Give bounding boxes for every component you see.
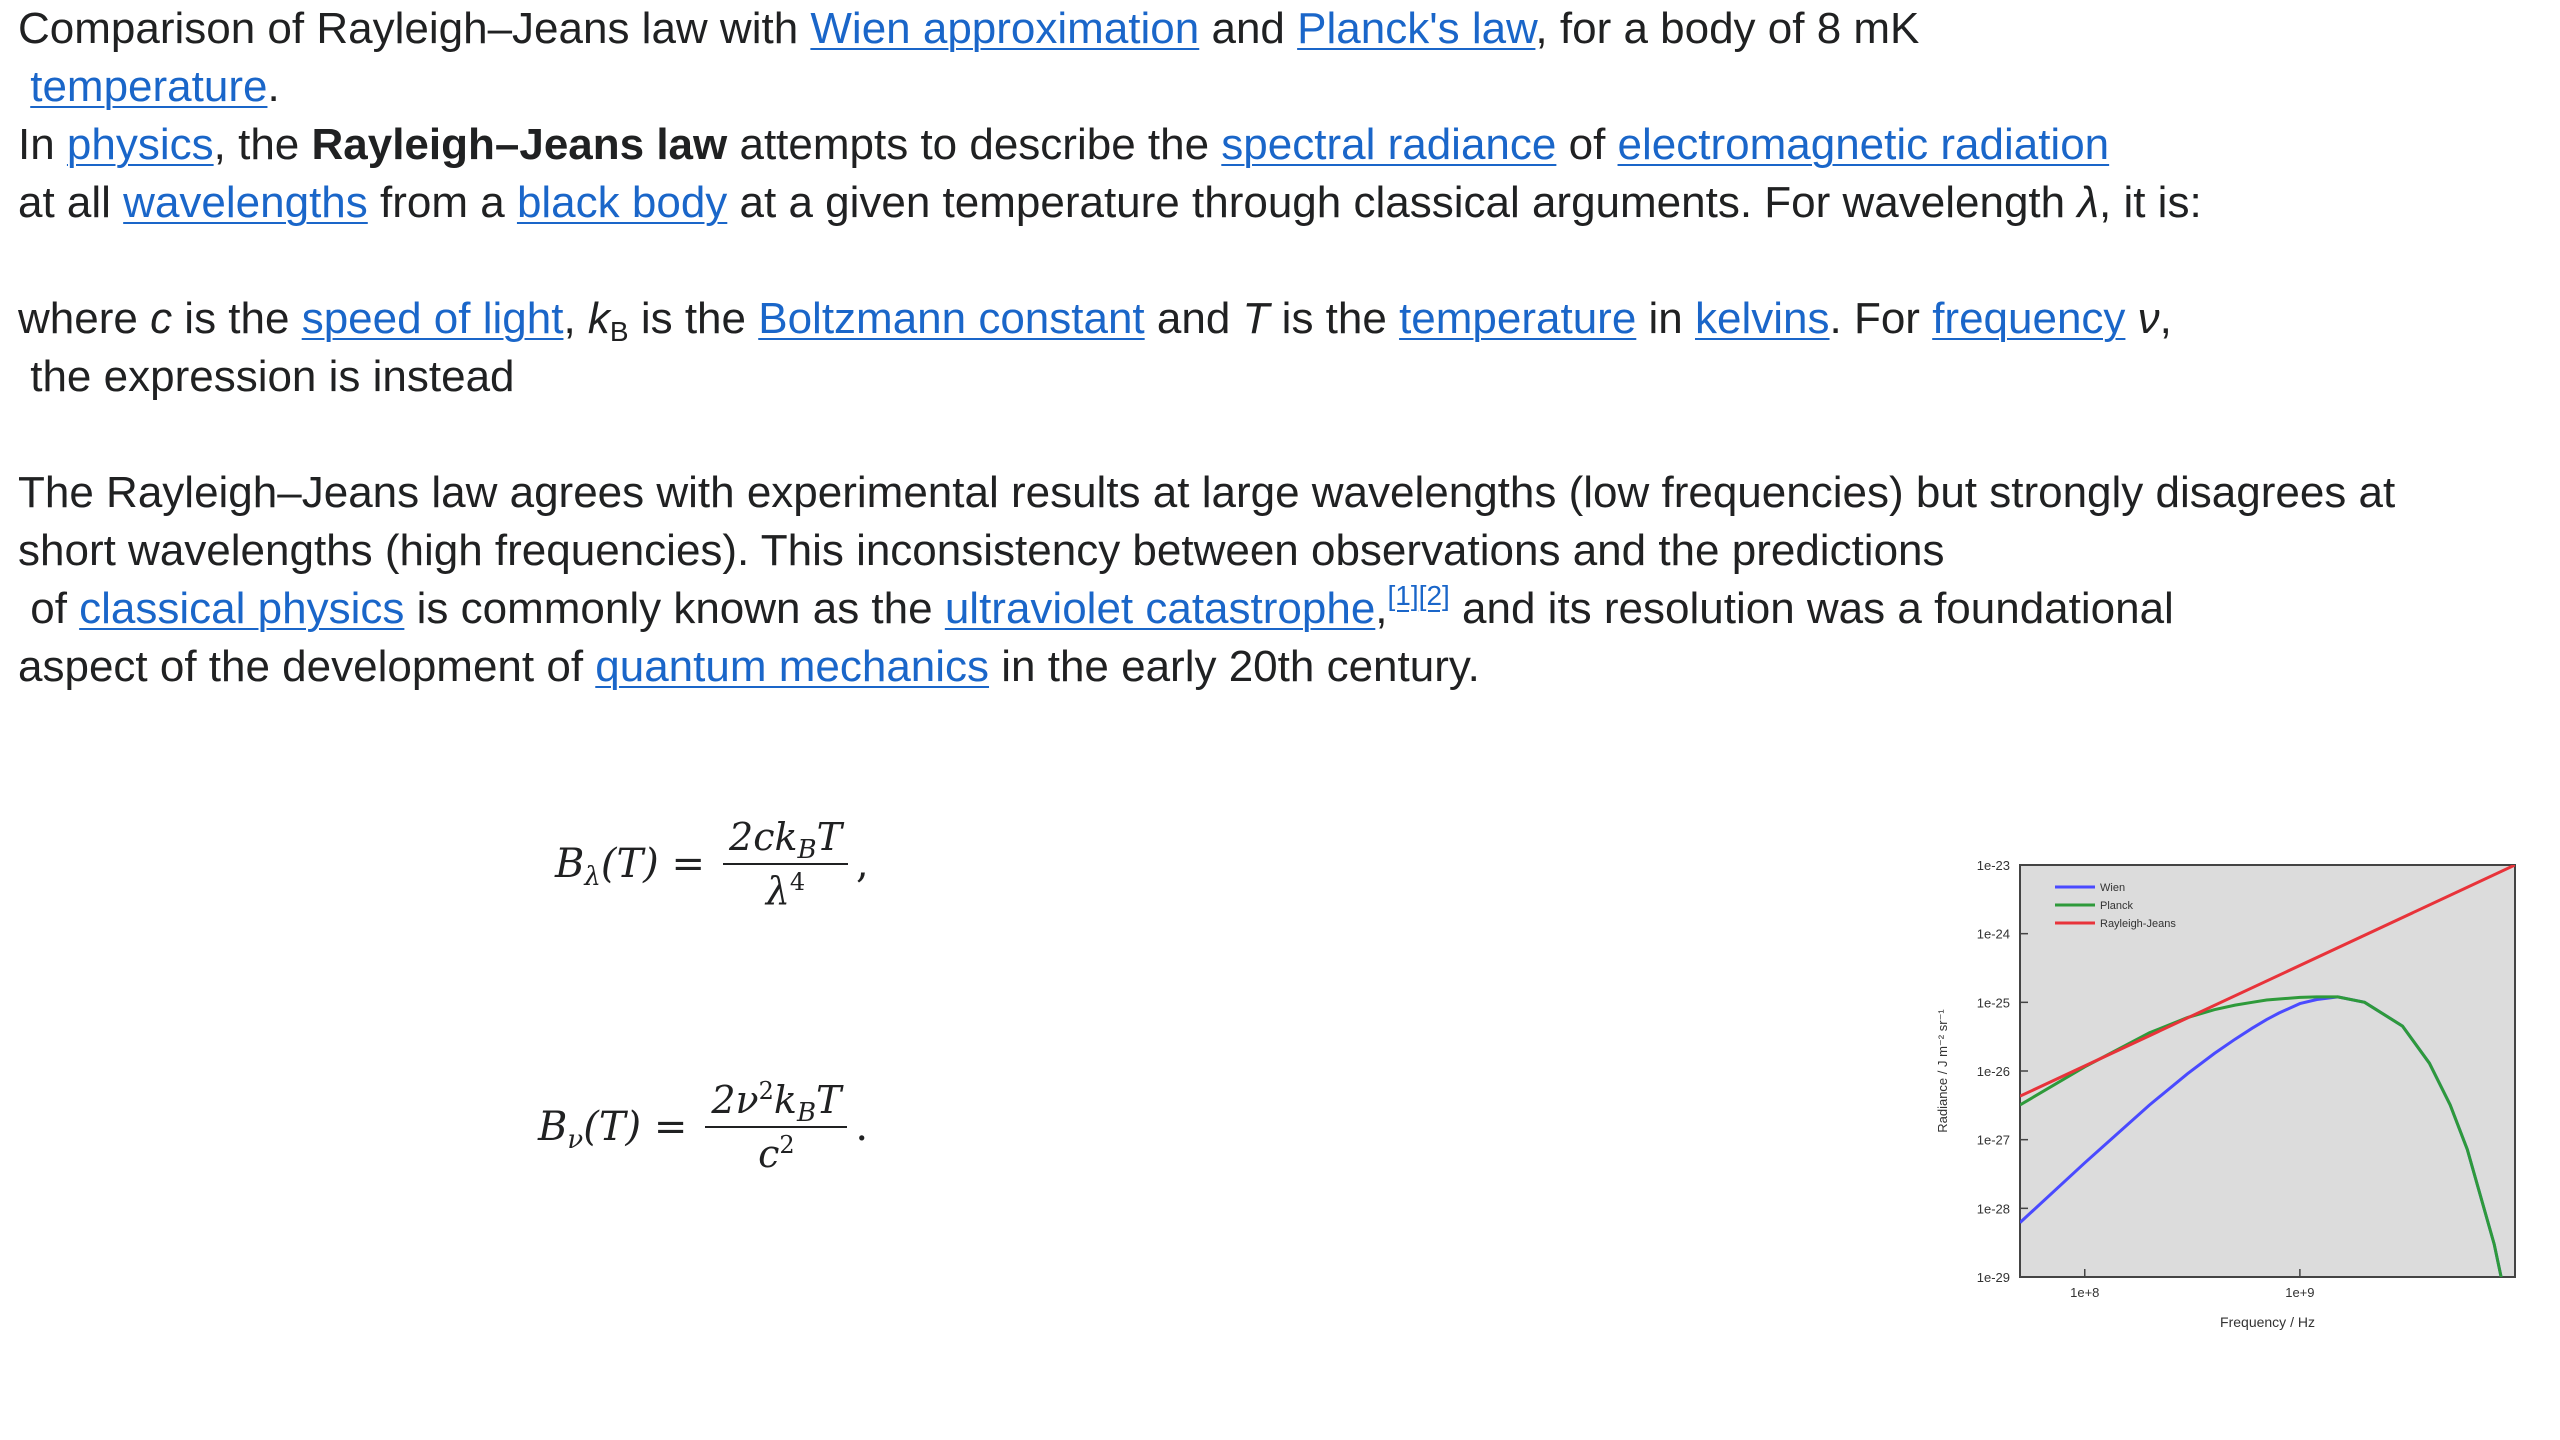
link-physics[interactable]: physics <box>66 120 214 169</box>
link-wien-approximation[interactable]: Wien approximation <box>810 4 1200 53</box>
paragraph-text: in <box>1636 294 1695 343</box>
paragraph-text: , the <box>213 120 312 169</box>
reference-1-link[interactable]: [1] <box>1387 580 1419 611</box>
paragraph-text: aspect of the development of <box>18 642 596 691</box>
formula-frequency <box>538 1078 868 1176</box>
paragraph-text: , <box>2159 294 2172 343</box>
formula-symbol: 2ν <box>711 1078 759 1122</box>
formula-numerator <box>723 815 848 865</box>
y-tick-label: 1e-24 <box>1976 926 2010 942</box>
paragraph-text: is commonly known as the <box>404 584 945 633</box>
formula-superscript: 2 <box>758 1077 774 1105</box>
variables-paragraph <box>18 290 2458 406</box>
link-temperature[interactable]: temperature <box>30 62 268 111</box>
formula-superscript: 4 <box>789 868 806 896</box>
formula-symbol: (T) = <box>600 841 706 887</box>
paragraph-text: at a given temperature through classical arguments. For wavelength <box>727 178 2078 227</box>
y-tick-label: 1e-26 <box>1976 1064 2010 1079</box>
formula-subscript: ν <box>567 1125 584 1155</box>
nu-symbol: ν <box>2137 294 2160 343</box>
paragraph-text: , <box>563 294 588 343</box>
x-axis-label: Frequency / Hz <box>2220 1314 2315 1330</box>
paragraph-text: of <box>30 584 80 633</box>
paragraph-text: is the <box>1269 294 1400 343</box>
formula-fraction <box>705 1078 847 1176</box>
y-tick-label: 1e-28 <box>1976 1201 2010 1217</box>
formula-lhs <box>538 1104 688 1155</box>
formula-symbol: λ <box>765 869 790 913</box>
paragraph-text: . For <box>1829 294 1933 343</box>
link-plancks-law[interactable]: Planck's law <box>1297 4 1536 53</box>
link-speed-of-light[interactable]: speed of light <box>301 294 564 343</box>
formula-symbol: B <box>555 841 585 887</box>
link-kelvins[interactable]: kelvins <box>1695 294 1830 343</box>
formula-denominator <box>752 1128 801 1176</box>
paragraph-text: , it is: <box>2099 178 2202 227</box>
caption-text: Comparison of Rayleigh–Jeans law with <box>18 4 811 53</box>
link-temperature-2[interactable]: temperature <box>1399 294 1637 343</box>
lambda-symbol: λ <box>2077 178 2099 227</box>
y-tick-label: 1e-23 <box>1976 858 2010 873</box>
link-wavelengths[interactable]: wavelengths <box>123 178 368 227</box>
formula-symbol: 2ck <box>729 815 798 859</box>
formula-numerator <box>705 1078 847 1128</box>
paragraph-text: attempts to describe the <box>727 120 1222 169</box>
catastrophe-paragraph <box>18 464 2458 696</box>
intro-paragraph <box>18 116 2458 232</box>
c-symbol: c <box>150 294 173 343</box>
paragraph-text: In <box>18 120 67 169</box>
formula-subscript: B <box>797 835 817 865</box>
caption-text: and <box>1199 4 1298 53</box>
t-symbol: T <box>1242 294 1270 343</box>
link-frequency[interactable]: frequency <box>1932 294 2126 343</box>
paragraph-text: at all <box>18 178 124 227</box>
paragraph-text: is the <box>628 294 759 343</box>
formula-symbol: T <box>816 815 842 859</box>
k-symbol: k <box>587 294 610 343</box>
paragraph-text: the expression is instead <box>30 352 515 401</box>
radiance-comparison-chart[interactable] <box>1925 845 2535 1345</box>
formula-subscript: λ <box>584 862 601 892</box>
paragraph-text: from a <box>367 178 517 227</box>
formula-symbol: (T) = <box>583 1104 688 1150</box>
legend-label: Rayleigh-Jeans <box>2100 918 2176 930</box>
formula-symbol: c <box>758 1132 780 1176</box>
paragraph-text: , <box>1375 584 1388 633</box>
link-boltzmann-constant[interactable]: Boltzmann constant <box>758 294 1145 343</box>
link-ultraviolet-catastrophe[interactable]: ultraviolet catastrophe <box>944 584 1376 633</box>
link-electromagnetic-radiation[interactable]: electromagnetic radiation <box>1617 120 2110 169</box>
link-classical-physics[interactable]: classical physics <box>79 584 405 633</box>
paragraph-text: of <box>1556 120 1618 169</box>
formula-denominator <box>760 865 811 913</box>
formula-subscript: B <box>796 1098 817 1128</box>
paragraph-text: and <box>1144 294 1243 343</box>
formula-lhs <box>555 841 706 892</box>
formula-superscript: 2 <box>779 1131 795 1159</box>
bold-term: Rayleigh–Jeans law <box>311 120 728 169</box>
caption-text: . <box>267 62 280 111</box>
y-tick-label: 1e-25 <box>1976 995 2010 1011</box>
formula-fraction <box>723 815 848 913</box>
formula-punctuation: . <box>855 1104 869 1150</box>
plot-area <box>2020 865 2515 1277</box>
formula-wavelength <box>555 815 869 913</box>
paragraph-text: is the <box>172 294 302 343</box>
y-tick-label: 1e-27 <box>1976 1132 2010 1148</box>
y-axis-label: Radiance / J m⁻² sr⁻¹ <box>1935 1009 1950 1133</box>
k-subscript: B <box>609 316 629 347</box>
image-caption <box>18 0 2458 116</box>
paragraph-text: where <box>18 294 151 343</box>
paragraph-text: The Rayleigh–Jeans law agrees with experimental results at large wavelengths (low frequencies) but strongly disagrees at short wavelengths (high frequencies). This inconsistency between observations and the predictions <box>18 468 2396 575</box>
legend-label: Planck <box>2100 900 2134 912</box>
caption-text: , for a body of 8 mK <box>1535 4 1920 53</box>
reference-2-link[interactable]: [2] <box>1418 580 1450 611</box>
link-quantum-mechanics[interactable]: quantum mechanics <box>595 642 990 691</box>
formula-symbol: B <box>538 1104 568 1150</box>
x-tick-label: 1e+9 <box>2285 1285 2315 1300</box>
link-spectral-radiance[interactable]: spectral radiance <box>1221 120 1557 169</box>
formula-symbol: T <box>816 1078 842 1122</box>
link-black-body[interactable]: black body <box>516 178 728 227</box>
legend-label: Wien <box>2100 882 2126 894</box>
x-tick-label: 1e+8 <box>2070 1285 2100 1300</box>
formula-punctuation: , <box>855 841 869 887</box>
article-body <box>18 0 2458 696</box>
y-tick-label: 1e-29 <box>1976 1270 2010 1285</box>
formula-symbol: k <box>773 1078 797 1122</box>
paragraph-text: in the early 20th century. <box>989 642 1480 691</box>
paragraph-text: and its resolution was a foundational <box>1449 584 2174 633</box>
